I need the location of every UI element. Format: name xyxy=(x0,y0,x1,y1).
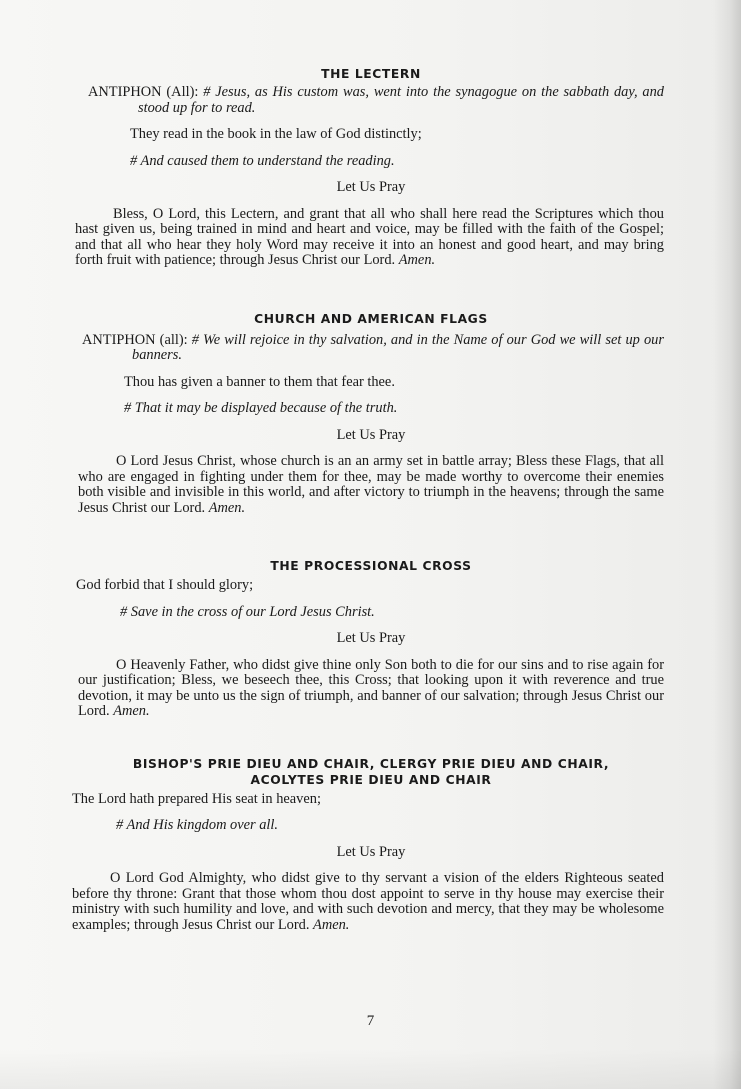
page-bottom-shadow xyxy=(0,1049,741,1089)
page-edge-shadow xyxy=(713,0,741,1089)
amen: Amen. xyxy=(208,499,246,516)
prayer-body: Bless, O Lord, this Lectern, and grant that all who shall here read the Scriptures which thou hast given us, being trained in mind and heart and voice, may be filled with the faith of the Gospel; and that all who hear they holy Word may receive it into an honest and good heart, and may bring forth fruit with patience; through Jesus Christ our Lord. xyxy=(75,205,664,268)
response-line: They read in the book in the law of God distinctly; xyxy=(130,126,422,142)
amen: Amen. xyxy=(113,703,150,719)
let-us-pray: Let Us Pray xyxy=(336,630,406,646)
antiphon-text: # We will rejoice in thy salvation, and in the Name of our God we will set up our banners. xyxy=(132,331,664,363)
prayer-body: O Lord Jesus Christ, whose church is an an army set in battle array; Bless these Flags, that all who are engaged in fighting under them for thee, may be made worthy to overcome their enemies both visible and invisible in this world, and after victory to triumph in the heavens; through the same Jesus Christ our Lord. xyxy=(78,453,664,516)
prayer-text xyxy=(72,871,664,933)
let-us-pray: Let Us Pray xyxy=(336,426,406,443)
let-us-pray: Let Us Pray xyxy=(336,843,406,860)
versicle-line: # And His kingdom over all. xyxy=(116,817,279,833)
section-heading-line1: BISHOP'S PRIE DIEU AND CHAIR, CLERGY PRIE DIEU AND CHAIR, xyxy=(132,756,610,771)
antiphon-text: # Jesus, as His custom was, went into the synagogue on the sabbath day, and stood up for to read. xyxy=(138,84,664,116)
page-content xyxy=(72,66,664,933)
antiphon xyxy=(88,85,664,116)
prayer-body: O Lord God Almighty, who didst give to thy servant a vision of the elders Righteous seated before thy throne: Grant that those whom thou dost appoint to serve in thy house may exercise their ministry with such humility and love, and with such devotion and mercy, that they may be wholesome examples; through Jesus Christ our Lord. xyxy=(72,870,664,933)
response-line: Thou has given a banner to them that fear thee. xyxy=(124,373,395,390)
section-prie-dieu xyxy=(72,756,664,934)
prayer-text xyxy=(75,207,664,269)
prayer-text xyxy=(78,658,664,720)
antiphon-label: ANTIPHON (all): xyxy=(82,331,188,348)
antiphon xyxy=(82,333,664,364)
section-lectern xyxy=(75,66,664,269)
section-heading: THE LECTERN xyxy=(321,67,421,81)
versicle-line: # Save in the cross of our Lord Jesus Christ. xyxy=(120,603,375,620)
versicle-line: # And caused them to understand the reading. xyxy=(130,152,395,169)
section-heading: CHURCH AND AMERICAN FLAGS xyxy=(254,311,488,326)
antiphon-label: ANTIPHON (All): xyxy=(88,84,199,100)
amen: Amen. xyxy=(398,252,436,268)
versicle-line: # That it may be displayed because of the truth. xyxy=(124,400,398,416)
section-heading: THE PROCESSIONAL CROSS xyxy=(270,559,472,573)
opening-line: The Lord hath prepared His seat in heaven; xyxy=(72,790,321,807)
let-us-pray: Let Us Pray xyxy=(336,179,406,195)
page-number: 7 xyxy=(366,1013,375,1029)
opening-line: God forbid that I should glory; xyxy=(76,577,254,593)
section-heading-line2: ACOLYTES PRIE DIEU AND CHAIR xyxy=(250,772,492,787)
section-processional-cross xyxy=(78,558,664,720)
prayer-body: O Heavenly Father, who didst give thine only Son both to die for our sins and to rise again for our justification; Bless, we beseech thee, this Cross; that looking upon it with reverence and true devotion, it may be unto us the sign of triumph, and banner of our salvation; through Jesus Christ our Lord. xyxy=(78,656,664,719)
section-flags xyxy=(78,311,664,517)
amen: Amen. xyxy=(313,916,350,933)
prayer-text xyxy=(78,454,664,516)
